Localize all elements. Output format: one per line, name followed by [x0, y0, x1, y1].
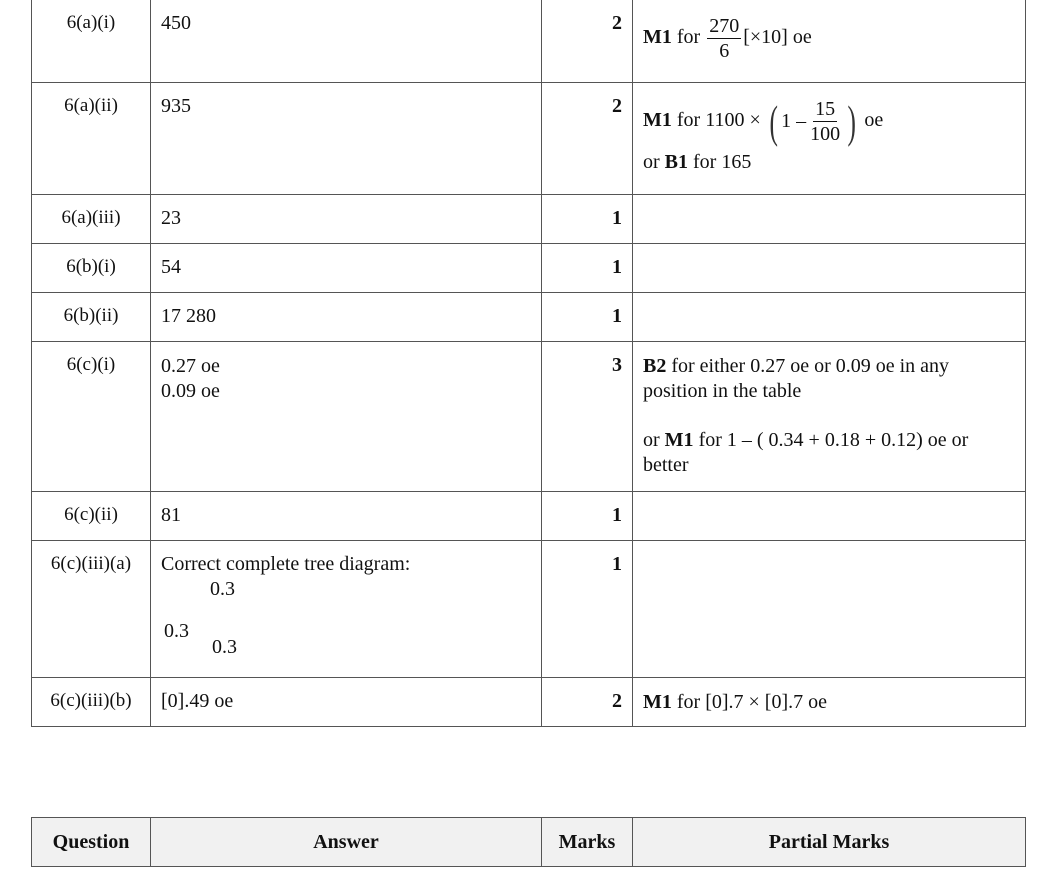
answer-cell: 54: [151, 244, 542, 293]
tree-probability-label: 0.3: [210, 578, 235, 600]
column-header-marks: Marks: [542, 818, 633, 867]
fraction: [707, 14, 741, 63]
question-cell: 6(b)(i): [32, 244, 151, 293]
header-row: [32, 818, 1026, 867]
marks-cell: 2: [542, 678, 633, 727]
left-paren: (: [769, 95, 778, 147]
mark-scheme-header-table: [31, 817, 1026, 867]
partial-marks-cell: [633, 541, 1026, 678]
marks-cell: 1: [542, 244, 633, 293]
partial-marks-cell: [633, 293, 1026, 342]
table-row: [32, 83, 1026, 195]
partial-marks-cell: [633, 342, 1026, 492]
bonus-mark: B2: [643, 355, 667, 377]
table-row: [32, 244, 1026, 293]
pm-text: for [0].7 × [0].7 oe: [676, 691, 828, 713]
mark-scheme-table: [31, 0, 1026, 727]
tree-probability-label: 0.3: [164, 620, 189, 642]
table-row: [32, 342, 1026, 492]
fraction-denominator: 100: [810, 123, 841, 145]
answer-cell: [0].49 oe: [151, 678, 542, 727]
marks-cell: 1: [542, 293, 633, 342]
answer-cell: [151, 342, 542, 492]
bracket-expression: [766, 97, 860, 146]
partial-marks-cell: [633, 0, 1026, 83]
question-cell: 6(a)(i): [32, 0, 151, 83]
table-row: [32, 541, 1026, 678]
marks-cell: 2: [542, 83, 633, 195]
pm-text: [×10] oe: [743, 26, 812, 49]
question-cell: 6(c)(iii)(a): [32, 541, 151, 678]
marks-cell: 2: [542, 0, 633, 83]
partial-marks-cell: [633, 195, 1026, 244]
table-row: [32, 0, 1026, 83]
answer-cell: 17 280: [151, 293, 542, 342]
marks-cell: 1: [542, 492, 633, 541]
question-cell: 6(a)(ii): [32, 83, 151, 195]
bonus-mark: B1: [664, 151, 689, 173]
pm-text: for 1 – ( 0.34 + 0.18 + 0.12) oe or better: [643, 429, 969, 476]
pm-text: for 165: [693, 151, 752, 173]
method-mark: M1: [643, 26, 672, 49]
partial-marks-cell: [633, 678, 1026, 727]
question-cell: 6(b)(ii): [32, 293, 151, 342]
answer-line: Correct complete tree diagram:: [161, 553, 411, 575]
partial-marks-cell: [633, 244, 1026, 293]
answer-cell: 450: [151, 0, 542, 83]
question-cell: 6(c)(iii)(b): [32, 678, 151, 727]
answer-cell: 23: [151, 195, 542, 244]
fraction-denominator: 6: [719, 40, 730, 62]
pm-text: for: [676, 26, 701, 49]
marks-cell: 3: [542, 342, 633, 492]
pm-text: for 1100 ×: [676, 109, 761, 132]
method-mark: M1: [643, 691, 672, 713]
fraction-numerator: 270: [709, 15, 740, 37]
pm-text: for either 0.27 oe or 0.09 oe in any position in the table: [643, 355, 950, 402]
answer-line: 0.27 oe: [161, 355, 220, 377]
pm-text: or: [643, 429, 660, 451]
column-header-partial-marks: Partial Marks: [633, 818, 1026, 867]
answer-line: 0.09 oe: [161, 380, 220, 402]
column-header-answer: Answer: [151, 818, 542, 867]
answer-cell: 935: [151, 83, 542, 195]
method-mark: M1: [664, 429, 694, 451]
table-row: [32, 293, 1026, 342]
pm-text: oe: [864, 109, 884, 132]
pm-text: 1 –: [781, 110, 807, 132]
table-row: [32, 492, 1026, 541]
question-cell: 6(c)(ii): [32, 492, 151, 541]
partial-marks-cell: [633, 83, 1026, 195]
question-cell: 6(a)(iii): [32, 195, 151, 244]
tree-diagram: [161, 576, 531, 666]
pm-text: or: [643, 151, 660, 173]
partial-marks-cell: [633, 492, 1026, 541]
question-cell: 6(c)(i): [32, 342, 151, 492]
fraction: [808, 97, 842, 146]
column-header-question: Question: [32, 818, 151, 867]
method-mark: M1: [643, 109, 672, 132]
fraction-numerator: 15: [815, 98, 836, 120]
tree-probability-label: 0.3: [212, 636, 237, 658]
answer-cell: 81: [151, 492, 542, 541]
answer-cell: [151, 541, 542, 678]
marks-cell: 1: [542, 195, 633, 244]
marks-cell: 1: [542, 541, 633, 678]
table-row: [32, 195, 1026, 244]
table-row: [32, 678, 1026, 727]
right-paren: ): [847, 95, 856, 147]
